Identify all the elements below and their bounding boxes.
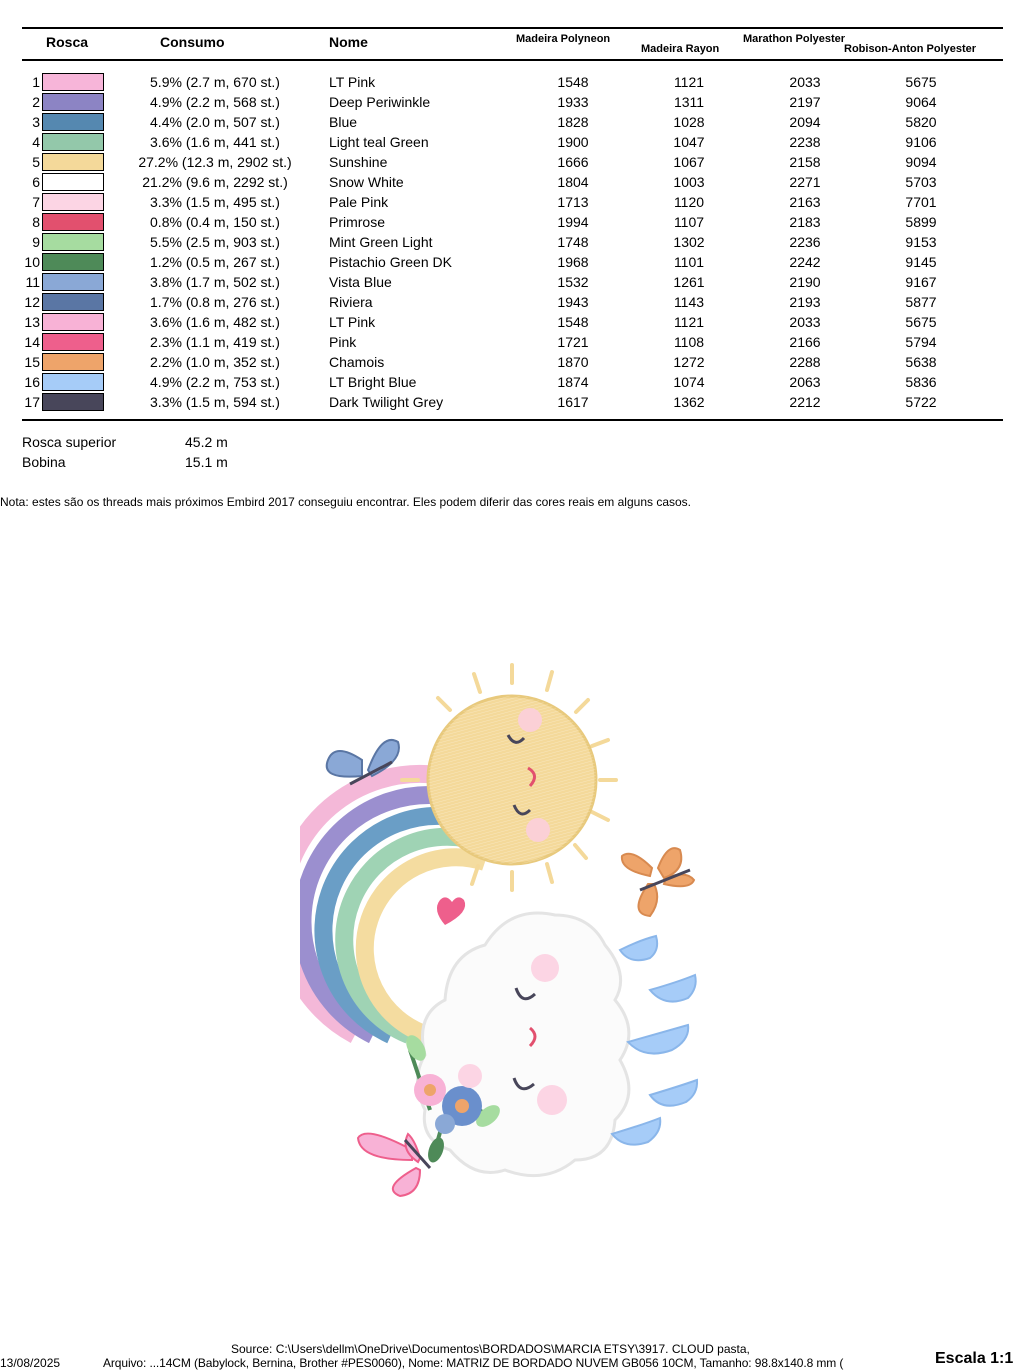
- row-nome: Deep Periwinkle: [329, 94, 431, 110]
- table-row: [0, 232, 1024, 252]
- row-consumo: 4.9% (2.2 m, 568 st.): [150, 94, 280, 110]
- color-swatch: [42, 233, 104, 251]
- row-marathon: 2158: [789, 154, 821, 170]
- row-nome: Pale Pink: [329, 194, 389, 210]
- row-nome: Chamois: [329, 354, 385, 370]
- row-number: 10: [24, 254, 40, 270]
- row-consumo: 3.3% (1.5 m, 594 st.): [150, 394, 280, 410]
- row-marathon: 2183: [789, 214, 821, 230]
- row-robison: 9064: [905, 94, 937, 110]
- row-madeira-polyneon: 1828: [557, 114, 589, 130]
- row-madeira-polyneon: 1721: [557, 334, 589, 350]
- row-marathon: 2236: [789, 234, 821, 250]
- row-nome: Snow White: [329, 174, 404, 190]
- row-marathon: 2190: [789, 274, 821, 290]
- row-nome: Primrose: [329, 214, 386, 230]
- color-swatch: [42, 213, 104, 231]
- row-madeira-polyneon: 1900: [557, 134, 589, 150]
- row-number: 16: [24, 374, 40, 390]
- row-consumo: 1.2% (0.5 m, 267 st.): [150, 254, 280, 270]
- row-consumo: 2.3% (1.1 m, 419 st.): [150, 334, 280, 350]
- row-consumo: 4.9% (2.2 m, 753 st.): [150, 374, 280, 390]
- cloud: [418, 913, 629, 1176]
- row-nome: LT Pink: [329, 74, 376, 90]
- row-robison: 5899: [905, 214, 937, 230]
- row-madeira-rayon: 1143: [673, 294, 705, 310]
- row-marathon: 2033: [789, 74, 821, 90]
- row-consumo: 5.9% (2.7 m, 670 st.): [150, 74, 280, 90]
- row-marathon: 2063: [789, 374, 821, 390]
- footer-source: Source: C:\Users\dellm\OneDrive\Documentos\BORDADOS\MARCIA ETSY\3917. CLOUD pasta,: [231, 1342, 750, 1356]
- row-consumo: 3.6% (1.6 m, 482 st.): [150, 314, 280, 330]
- row-marathon: 2193: [789, 294, 821, 310]
- row-nome: LT Pink: [329, 314, 376, 330]
- row-nome: Light teal Green: [329, 134, 429, 150]
- table-row: [0, 372, 1024, 392]
- row-madeira-rayon: 1028: [673, 114, 705, 130]
- table-row: [0, 152, 1024, 172]
- color-swatch: [42, 193, 104, 211]
- row-madeira-rayon: 1067: [673, 154, 705, 170]
- row-nome: Sunshine: [329, 154, 388, 170]
- row-nome: Mint Green Light: [329, 234, 433, 250]
- row-consumo: 1.7% (0.8 m, 276 st.): [150, 294, 280, 310]
- row-number: 7: [32, 194, 40, 210]
- embroidery-preview: [300, 650, 720, 1210]
- row-robison: 5675: [905, 74, 937, 90]
- row-marathon: 2238: [789, 134, 821, 150]
- row-consumo: 21.2% (9.6 m, 2292 st.): [142, 174, 288, 190]
- row-nome: LT Bright Blue: [329, 374, 417, 390]
- row-number: 6: [32, 174, 40, 190]
- table-row: [0, 392, 1024, 412]
- table-row: [0, 72, 1024, 92]
- row-madeira-polyneon: 1943: [557, 294, 589, 310]
- table-row: [0, 352, 1024, 372]
- thread-note: Nota: estes são os threads mais próximos Embird 2017 conseguiu encontrar. Eles podem diferir das cores reais em alguns casos.: [0, 495, 692, 509]
- row-madeira-polyneon: 1666: [557, 154, 589, 170]
- bobbin-value: 15.1 m: [185, 454, 228, 470]
- color-swatch: [42, 73, 104, 91]
- footer-file: Arquivo: ...14CM (Babylock, Bernina, Brother #PES0060), Nome: MATRIZ DE BORDADO NUVEM GB056 10CM, Tamanho: 98.8x140.8 mm (: [103, 1356, 844, 1370]
- table-row: [0, 272, 1024, 292]
- row-madeira-polyneon: 1870: [557, 354, 589, 370]
- row-robison: 5820: [905, 114, 937, 130]
- row-number: 12: [24, 294, 40, 310]
- row-robison: 9167: [905, 274, 937, 290]
- row-robison: 9153: [905, 234, 937, 250]
- table-row: [0, 212, 1024, 232]
- color-swatch: [42, 153, 104, 171]
- color-swatch: [42, 393, 104, 411]
- table-row: [0, 252, 1024, 272]
- row-robison: 9145: [905, 254, 937, 270]
- color-swatch: [42, 293, 104, 311]
- row-consumo: 0.8% (0.4 m, 150 st.): [150, 214, 280, 230]
- row-madeira-polyneon: 1532: [557, 274, 589, 290]
- row-number: 4: [32, 134, 40, 150]
- footer-date: 13/08/2025: [0, 1356, 61, 1370]
- row-madeira-polyneon: 1548: [557, 314, 589, 330]
- upper-thread-label: Rosca superior: [22, 434, 117, 450]
- row-consumo: 5.5% (2.5 m, 903 st.): [150, 234, 280, 250]
- row-madeira-polyneon: 1804: [557, 174, 589, 190]
- row-marathon: 2166: [789, 334, 821, 350]
- row-robison: 5836: [905, 374, 937, 390]
- row-marathon: 2163: [789, 194, 821, 210]
- butterfly-orange: [622, 848, 694, 916]
- row-madeira-rayon: 1107: [673, 214, 705, 230]
- color-swatch: [42, 313, 104, 331]
- table-row: [0, 112, 1024, 132]
- table-row: [0, 192, 1024, 212]
- color-swatch: [42, 253, 104, 271]
- table-header-rule: [22, 59, 1003, 61]
- row-number: 5: [32, 154, 40, 170]
- row-marathon: 2094: [789, 114, 821, 130]
- row-number: 13: [24, 314, 40, 330]
- row-madeira-polyneon: 1968: [557, 254, 589, 270]
- color-swatch: [42, 373, 104, 391]
- row-number: 8: [32, 214, 40, 230]
- row-madeira-rayon: 1121: [673, 74, 705, 90]
- row-madeira-rayon: 1272: [673, 354, 705, 370]
- row-robison: 5675: [905, 314, 937, 330]
- row-consumo: 27.2% (12.3 m, 2902 st.): [138, 154, 292, 170]
- upper-thread-value: 45.2 m: [185, 434, 228, 450]
- header-consumo: Consumo: [160, 34, 225, 50]
- color-swatch: [42, 133, 104, 151]
- row-consumo: 3.6% (1.6 m, 441 st.): [150, 134, 280, 150]
- row-madeira-rayon: 1311: [673, 94, 705, 110]
- header-marathon: Marathon Polyester: [743, 33, 846, 45]
- row-marathon: 2033: [789, 314, 821, 330]
- row-madeira-rayon: 1101: [673, 254, 705, 270]
- row-nome: Riviera: [329, 294, 373, 310]
- table-row: [0, 132, 1024, 152]
- row-marathon: 2271: [789, 174, 821, 190]
- table-row: [0, 312, 1024, 332]
- row-marathon: 2242: [789, 254, 821, 270]
- header-madeira-rayon: Madeira Rayon: [641, 43, 720, 55]
- row-robison: 7701: [905, 194, 937, 210]
- header-nome: Nome: [329, 34, 368, 50]
- row-madeira-polyneon: 1748: [557, 234, 589, 250]
- row-number: 17: [24, 394, 40, 410]
- row-number: 14: [24, 334, 40, 350]
- color-swatch: [42, 273, 104, 291]
- bobbin-label: Bobina: [22, 454, 66, 470]
- row-consumo: 2.2% (1.0 m, 352 st.): [150, 354, 280, 370]
- row-madeira-rayon: 1121: [673, 314, 705, 330]
- row-madeira-rayon: 1047: [673, 134, 705, 150]
- row-madeira-polyneon: 1617: [557, 394, 589, 410]
- row-madeira-polyneon: 1548: [557, 74, 589, 90]
- color-swatch: [42, 113, 104, 131]
- header-rosca: Rosca: [46, 34, 89, 50]
- row-madeira-rayon: 1120: [673, 194, 705, 210]
- row-madeira-polyneon: 1994: [557, 214, 589, 230]
- row-madeira-polyneon: 1713: [557, 194, 589, 210]
- row-consumo: 3.8% (1.7 m, 502 st.): [150, 274, 280, 290]
- table-row: [0, 172, 1024, 192]
- table-row: [0, 92, 1024, 112]
- row-nome: Dark Twilight Grey: [329, 394, 444, 410]
- header-madeira-polyneon: Madeira Polyneon: [516, 33, 611, 45]
- row-number: 15: [24, 354, 40, 370]
- row-madeira-polyneon: 1933: [557, 94, 589, 110]
- row-robison: 9106: [905, 134, 937, 150]
- row-nome: Pink: [329, 334, 357, 350]
- row-number: 3: [32, 114, 40, 130]
- row-madeira-rayon: 1108: [673, 334, 705, 350]
- header-robison: Robison-Anton Polyester: [844, 43, 977, 55]
- row-nome: Vista Blue: [329, 274, 392, 290]
- table-top-rule: [22, 27, 1003, 29]
- row-madeira-rayon: 1261: [673, 274, 705, 290]
- row-madeira-rayon: 1362: [673, 394, 705, 410]
- row-robison: 5794: [905, 334, 937, 350]
- row-marathon: 2197: [789, 94, 821, 110]
- row-consumo: 4.4% (2.0 m, 507 st.): [150, 114, 280, 130]
- row-marathon: 2212: [789, 394, 821, 410]
- heart-shape: [437, 897, 465, 925]
- color-swatch: [42, 173, 104, 191]
- table-bottom-rule: [22, 419, 1003, 421]
- butterfly-pink: [358, 1134, 430, 1196]
- row-madeira-rayon: 1302: [673, 234, 705, 250]
- row-madeira-rayon: 1003: [673, 174, 705, 190]
- row-nome: Pistachio Green DK: [329, 254, 452, 270]
- row-number: 11: [25, 274, 40, 290]
- table-row: [0, 332, 1024, 352]
- table-row: [0, 292, 1024, 312]
- row-madeira-polyneon: 1874: [557, 374, 589, 390]
- row-consumo: 3.3% (1.5 m, 495 st.): [150, 194, 280, 210]
- row-robison: 5703: [905, 174, 937, 190]
- color-swatch: [42, 353, 104, 371]
- row-robison: 5877: [905, 294, 937, 310]
- row-number: 1: [32, 74, 40, 90]
- color-swatch: [42, 333, 104, 351]
- row-robison: 9094: [905, 154, 937, 170]
- row-robison: 5722: [905, 394, 937, 410]
- row-number: 2: [32, 94, 40, 110]
- color-swatch: [42, 93, 104, 111]
- row-nome: Blue: [329, 114, 358, 130]
- row-marathon: 2288: [789, 354, 821, 370]
- footer-scale: Escala 1:1: [935, 1350, 1014, 1367]
- row-robison: 5638: [905, 354, 937, 370]
- row-madeira-rayon: 1074: [673, 374, 705, 390]
- row-number: 9: [32, 234, 40, 250]
